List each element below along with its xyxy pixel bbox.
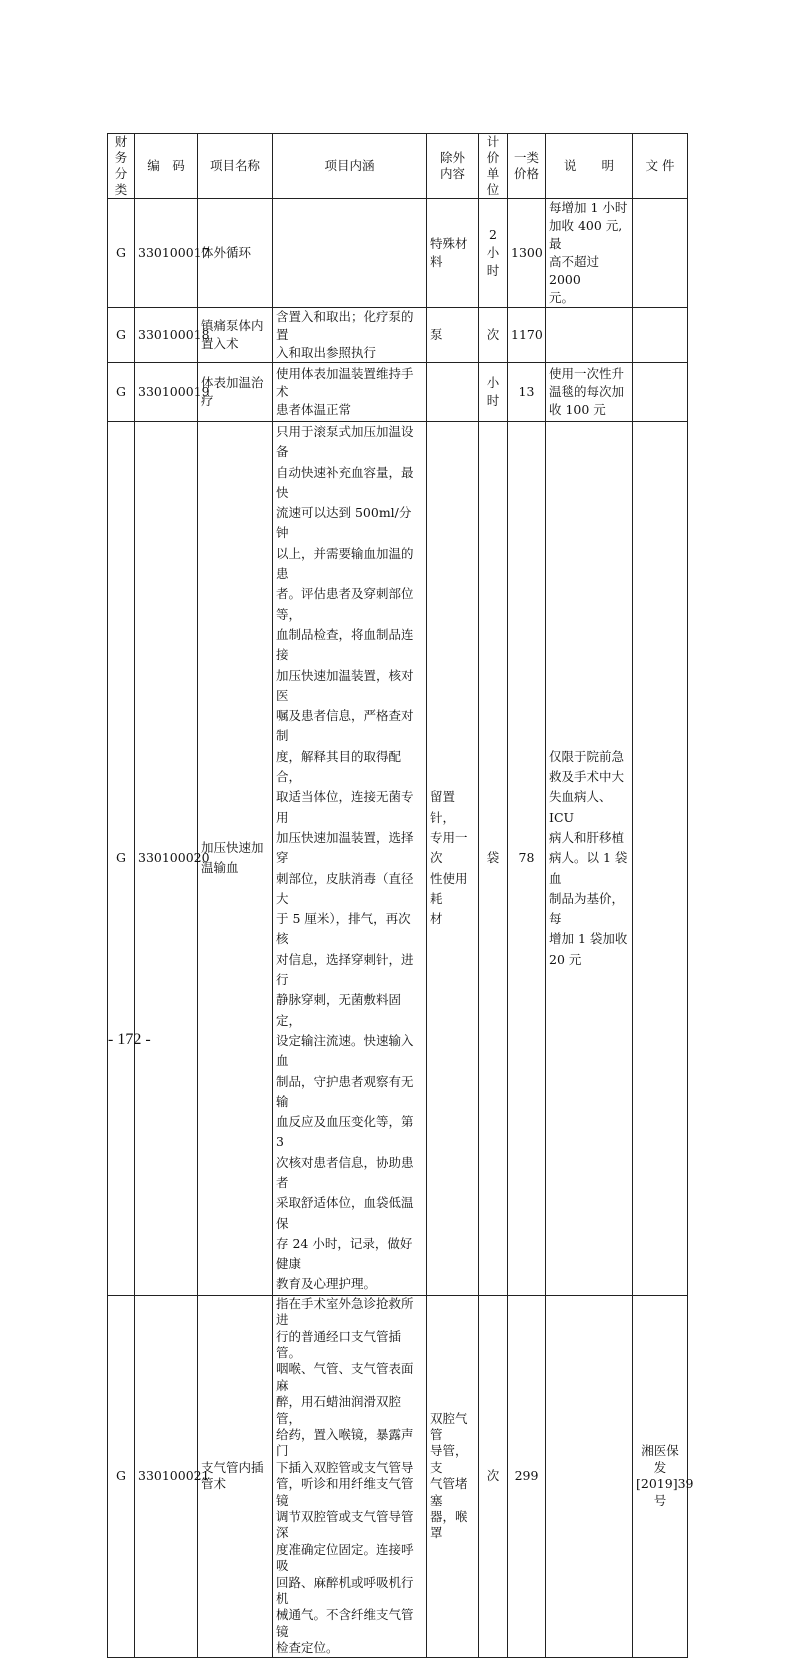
cell-content: 含置入和取出；化疗泵的置 入和取出参照执行	[273, 308, 427, 363]
price-table	[107, 133, 694, 1658]
header-price: 一类 价格	[508, 134, 546, 199]
cell-note: 仅限于院前急 救及手术中大 失血病人、ICU 病人和肝移植 病人。以 1 袋血 制品为基价，每 增加 1 袋加收 20 元	[546, 422, 633, 1296]
cell-note: 使用一次性升 温毯的每次加 收 100 元	[546, 363, 633, 422]
cell-content	[273, 199, 427, 308]
table-row	[108, 363, 688, 422]
cell-file	[633, 363, 688, 422]
cell-unit: 次	[479, 308, 508, 363]
cell-content: 只用于滚泵式加压加温设备 自动快速补充血容量，最快 流速可以达到 500ml/分钟 以上，并需要输血加温的患 者。评估患者及穿刺部位等， 血制品检查，将血制品连接 加压快速加温装置，核对医 嘱及患者信息，严格查对制 度，解释其目的取得配合， 取适当体位，连接无菌专用 加压快速加温装置，选择穿 刺部位，皮肤消毒（直径大 于 5 厘米），排气，再次核 对信息，选择穿刺针，进行 静脉穿刺，无菌敷料固定， 设定输注流速。快速输入血 制品，守护患者观察有无输 血反应及血压变化等，第 3 次核对患者信息，协助患者 采取舒适体位，血袋低温保 存 24 小时，记录，做好健康 教育及心理护理。	[273, 422, 427, 1296]
cell-except: 双腔气管 导管，支 气管堵塞 器，喉罩	[427, 1295, 479, 1657]
cell-name: 镇痛泵体内 置入术	[198, 308, 273, 363]
table-row	[108, 1295, 688, 1657]
cell-file	[633, 308, 688, 363]
header-row	[108, 134, 688, 199]
cell-code: 330100020	[135, 422, 198, 1296]
table-row	[108, 199, 688, 308]
cell-price: 78	[508, 422, 546, 1296]
cell-unit: 次	[479, 1295, 508, 1657]
cell-content: 指在手术室外急诊抢救所进 行的普通经口支气管插管。 咽喉、气管、支气管表面麻 醉，用石蜡油润滑双腔管， 给药，置入喉镜，暴露声门 下插入双腔管或支气管导 管，听诊和用纤维支气管镜 调节双腔管或支气管导管深 度准确定位固定。连接呼吸 回路、麻醉机或呼吸机行机 械通气。不含纤维支气管镜 检查定位。	[273, 1295, 427, 1657]
cell-name: 体外循环	[198, 199, 273, 308]
table-row	[108, 308, 688, 363]
cell-file	[633, 422, 688, 1296]
cell-price: 13	[508, 363, 546, 422]
cell-except: 留置针， 专用一次 性使用耗 材	[427, 422, 479, 1296]
cell-category: G	[108, 1295, 135, 1657]
header-code: 编 码	[135, 134, 198, 199]
cell-category: G	[108, 308, 135, 363]
cell-file: 湘医保发 [2019]39 号	[633, 1295, 688, 1657]
cell-name: 体表加温治 疗	[198, 363, 273, 422]
header-except: 除外 内容	[427, 134, 479, 199]
cell-note: 每增加 1 小时 加收 400 元,最 高不超过 2000 元。	[546, 199, 633, 308]
header-content: 项目内涵	[273, 134, 427, 199]
cell-file	[633, 199, 688, 308]
cell-name: 加压快速加 温输血	[198, 422, 273, 1296]
header-file: 文 件	[633, 134, 688, 199]
cell-name: 支气管内插 管术	[198, 1295, 273, 1657]
header-category: 财务 分类	[108, 134, 135, 199]
cell-price: 1170	[508, 308, 546, 363]
page-number: - 172 -	[108, 1031, 151, 1048]
header-name: 项目名称	[198, 134, 273, 199]
cell-category: G	[108, 199, 135, 308]
cell-code: 330100021	[135, 1295, 198, 1657]
cell-except	[427, 363, 479, 422]
cell-code: 330100017	[135, 199, 198, 308]
cell-price: 299	[508, 1295, 546, 1657]
header-unit: 计价 单位	[479, 134, 508, 199]
cell-unit: 袋	[479, 422, 508, 1296]
cell-content: 使用体表加温装置维持手术 患者体温正常	[273, 363, 427, 422]
cell-category: G	[108, 363, 135, 422]
table-row	[108, 422, 688, 1296]
cell-note	[546, 308, 633, 363]
cell-note	[546, 1295, 633, 1657]
cell-except: 特殊材料	[427, 199, 479, 308]
cell-code: 330100019	[135, 363, 198, 422]
header-note: 说 明	[546, 134, 633, 199]
cell-category: G	[108, 422, 135, 1296]
cell-unit: 小时	[479, 363, 508, 422]
cell-price: 1300	[508, 199, 546, 308]
cell-unit: 2 小 时	[479, 199, 508, 308]
cell-code: 330100018	[135, 308, 198, 363]
cell-except: 泵	[427, 308, 479, 363]
